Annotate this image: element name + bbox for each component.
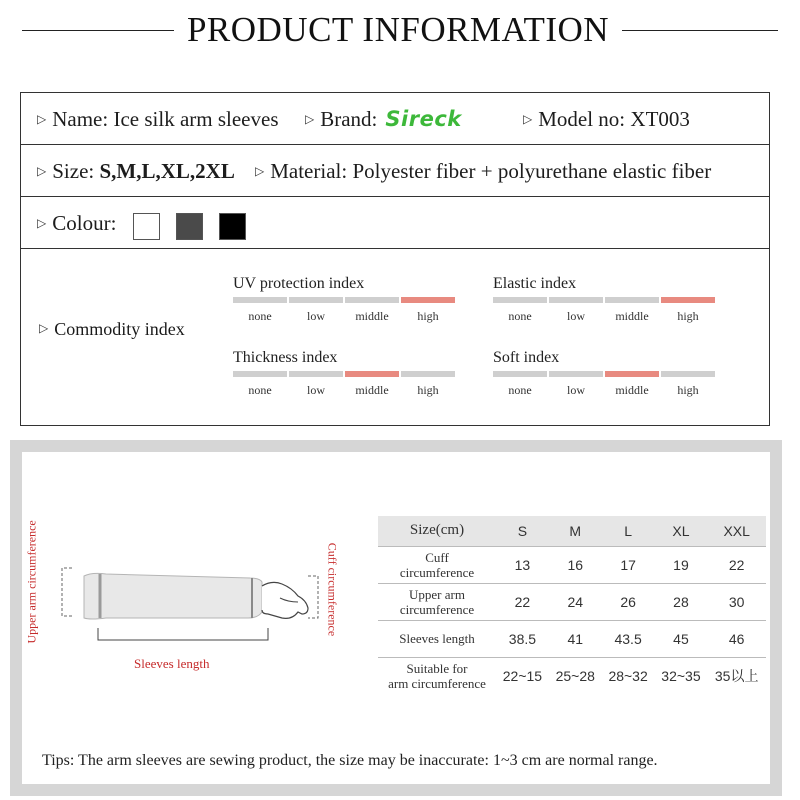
index-scale — [233, 349, 457, 409]
index-level-label: none — [248, 383, 272, 397]
index-level-bar — [401, 371, 455, 377]
index-title: Thickness index — [233, 349, 338, 366]
size-cell: 24 — [567, 593, 584, 610]
page-title: PRODUCT INFORMATION — [186, 10, 610, 49]
size-column-s: S — [496, 516, 549, 546]
size-column-m: M — [549, 516, 602, 546]
index-level-label: low — [307, 309, 325, 323]
index-level-label: middle — [355, 383, 389, 397]
index-level-bar — [289, 297, 343, 303]
size-table-row — [378, 657, 766, 694]
size-cell: 22 — [728, 556, 745, 573]
index-level-label: none — [508, 383, 532, 397]
upper-arm-circumference-label: Upper arm circumference — [24, 520, 39, 644]
index-level-label: low — [567, 309, 585, 323]
size-row-label: Suitable for arm circumference — [388, 660, 486, 691]
index-level-label: middle — [355, 309, 389, 323]
brand-logo: Sireck — [385, 107, 462, 131]
page-header — [0, 0, 800, 60]
brand-field — [305, 107, 462, 132]
size-cell: 41 — [567, 630, 584, 647]
bullet-triangle-icon: ▷ — [305, 112, 315, 126]
bullet-triangle-icon: ▷ — [39, 321, 49, 335]
size-cell: 19 — [673, 556, 689, 573]
index-level-label: high — [417, 383, 439, 397]
size-table-row — [378, 546, 766, 583]
bullet-triangle-icon: ▷ — [37, 164, 47, 178]
size-cell: 25~28 — [555, 667, 595, 684]
size-cell: 38.5 — [508, 630, 537, 647]
model-field — [523, 107, 690, 132]
bullet-triangle-icon: ▷ — [255, 164, 265, 178]
size-row-label: Upper arm circumference — [399, 586, 475, 617]
size-row-label: Sleeves length — [399, 631, 475, 646]
material-value: Polyester fiber + polyurethane elastic fiber — [352, 159, 712, 183]
size-cell: 28 — [673, 593, 689, 610]
size-column-xxl: XXL — [707, 516, 766, 546]
size-value: S,M,L,XL,2XL — [99, 159, 235, 183]
index-level-label: low — [567, 383, 585, 397]
index-level-bar — [401, 297, 455, 303]
index-title: Elastic index — [493, 275, 577, 292]
index-level-label: none — [508, 309, 532, 323]
info-row-commodity-index — [21, 249, 769, 425]
index-scale — [493, 275, 717, 335]
size-chart-card — [22, 452, 770, 784]
model-value: XT003 — [630, 107, 690, 131]
size-label: Size: — [52, 159, 95, 183]
sleeves-length-label: Sleeves length — [134, 656, 210, 671]
size-cell: 16 — [567, 556, 584, 573]
index-scale — [233, 275, 457, 335]
index-level-label: none — [248, 309, 272, 323]
arm-sleeve-diagram — [22, 452, 362, 784]
index-level-bar — [233, 297, 287, 303]
index-level-bar — [233, 371, 287, 377]
index-level-bar — [549, 371, 603, 377]
size-cell: 28~32 — [608, 667, 648, 684]
size-cell: 46 — [728, 630, 745, 647]
size-cell: 45 — [673, 630, 689, 647]
index-level-label: high — [677, 309, 699, 323]
size-field — [37, 159, 235, 184]
bullet-triangle-icon: ▷ — [37, 112, 47, 126]
tips-note: Tips: The arm sleeves are sewing product, the size may be inaccurate: 1~3 cm are normal range. — [42, 752, 658, 769]
info-row-size-material — [21, 145, 769, 197]
size-table — [378, 516, 766, 694]
cuff-circumference-label: Cuff circumference — [325, 542, 340, 637]
material-field — [255, 159, 711, 184]
colour-swatch-grey[interactable] — [176, 213, 203, 240]
colour-field — [37, 211, 116, 236]
index-level-bar — [661, 371, 715, 377]
size-cell: 43.5 — [614, 630, 642, 647]
material-label: Material: — [270, 159, 348, 183]
index-level-bar — [549, 297, 603, 303]
size-table-row — [378, 620, 766, 657]
size-table-row — [378, 583, 766, 620]
index-scale — [493, 349, 717, 409]
size-cell: 26 — [620, 593, 636, 610]
size-cell: 32~35 — [661, 667, 701, 684]
colour-swatch-white[interactable] — [133, 213, 160, 240]
index-level-bar — [289, 371, 343, 377]
commodity-index-label: ▷ Commodity index — [39, 319, 185, 339]
size-cell: 22 — [514, 593, 531, 610]
header-rule-left — [22, 30, 174, 31]
size-cell: 17 — [620, 556, 636, 573]
colour-swatch-black[interactable] — [219, 213, 246, 240]
size-table-header-row — [378, 516, 766, 546]
model-label: Model no: — [538, 107, 626, 131]
index-level-bar — [661, 297, 715, 303]
brand-label: Brand: — [320, 107, 378, 131]
index-level-bar — [345, 297, 399, 303]
name-value: Ice silk arm sleeves — [113, 107, 279, 131]
index-level-label: high — [417, 309, 439, 323]
index-title: Soft index — [493, 349, 560, 366]
arm-sleeve-illustration — [22, 452, 362, 784]
bullet-triangle-icon: ▷ — [37, 216, 47, 230]
name-field — [37, 107, 279, 132]
size-cell: 13 — [514, 556, 531, 573]
index-level-bar — [493, 371, 547, 377]
info-row-name-brand-model — [21, 93, 769, 145]
index-level-label: middle — [615, 309, 649, 323]
bullet-triangle-icon: ▷ — [523, 112, 533, 126]
info-row-colour — [21, 197, 769, 249]
size-row-label: Cuff circumference — [399, 549, 475, 580]
size-cell: 30 — [728, 593, 745, 610]
index-title: UV protection index — [233, 275, 365, 292]
header-rule-right — [622, 30, 778, 31]
product-info-table — [20, 92, 770, 426]
name-label: Name: — [52, 107, 109, 131]
index-level-label: high — [677, 383, 699, 397]
colour-label: Colour: — [52, 211, 117, 235]
index-level-bar — [345, 371, 399, 377]
index-level-bar — [493, 297, 547, 303]
size-chart-panel — [10, 440, 782, 796]
index-level-label: middle — [615, 383, 649, 397]
size-cell: 35以上 — [714, 667, 759, 684]
size-column-l: L — [602, 516, 655, 546]
size-column-xl: XL — [655, 516, 708, 546]
index-level-bar — [605, 371, 659, 377]
index-level-bar — [605, 297, 659, 303]
size-cell: 22~15 — [502, 667, 543, 684]
size-column-header: Size(cm) — [378, 516, 496, 546]
index-level-label: low — [307, 383, 325, 397]
